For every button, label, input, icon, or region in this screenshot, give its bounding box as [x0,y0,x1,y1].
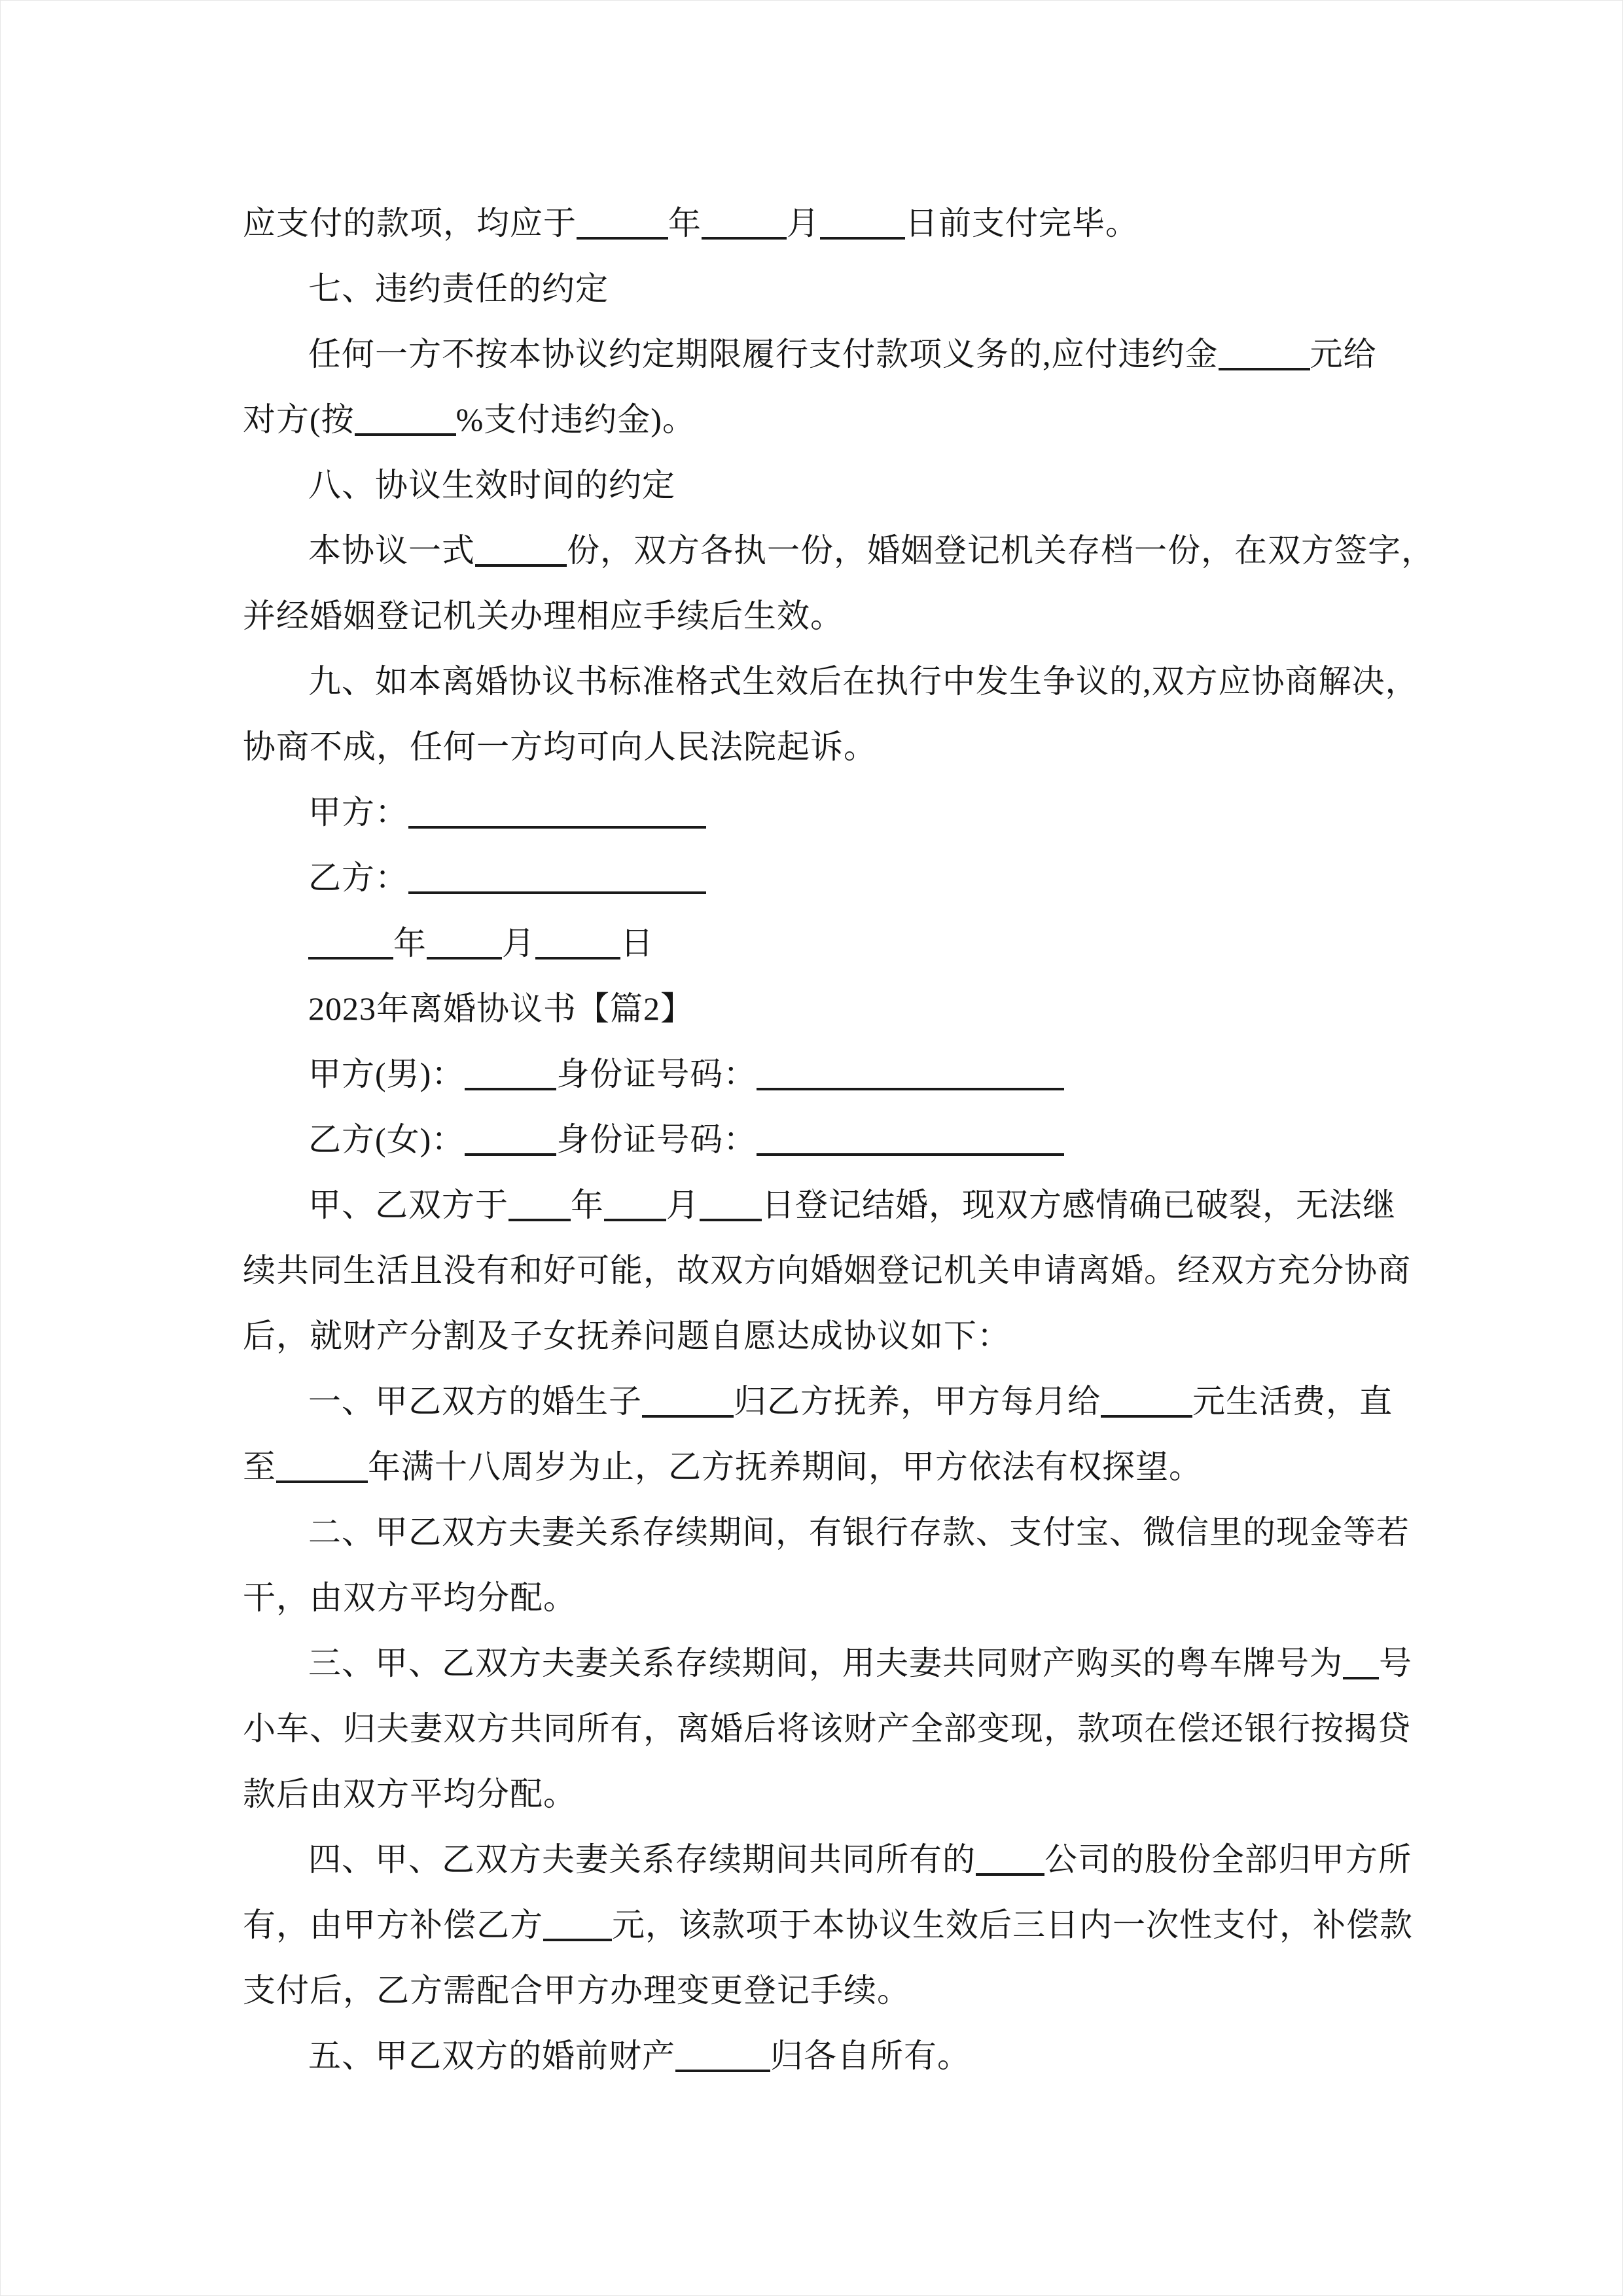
text-segment: 协商不成，任何一方均可向人民法院起诉。 [243,728,877,765]
text-segment: 年 [393,925,427,961]
text-line [243,1303,1414,1369]
text-segment: 日登记结婚，现双方感情确已破裂，无法继 [762,1187,1396,1223]
text-line [243,1041,1414,1107]
fill-in-blank [276,1477,368,1483]
fill-in-blank [1343,1673,1379,1679]
text-line [243,452,1414,518]
text-line [243,1827,1414,1892]
text-line [243,190,1414,256]
text-line [243,518,1435,583]
fill-in-blank [577,233,668,240]
fill-in-blank [308,953,393,960]
text-line [243,714,1414,780]
fill-in-blank [1101,1411,1192,1418]
text-segment: 对方(按 [243,401,355,438]
fill-in-blank [1219,364,1310,370]
fill-in-blank [976,1869,1044,1876]
fill-in-blank [702,233,787,240]
fill-in-blank [604,1215,666,1221]
text-segment: 元，该款项于本协议生效后三日内一次性支付，补偿款 [612,1907,1413,1943]
fill-in-blank [355,429,456,436]
text-segment: 归各自所有。 [770,2037,971,2074]
text-segment: 四、甲、乙双方夫妻关系存续期间共同所有的 [308,1841,976,1878]
text-segment: 年满十八周岁为止，乙方抚养期间，甲方依法有权探望。 [368,1448,1202,1485]
text-line [243,1565,1414,1630]
text-line [243,2023,1414,2089]
text-segment: 日 [620,925,654,961]
text-segment: 支付后，乙方需配合甲方办理变更登记手续。 [243,1972,910,2009]
fill-in-blank [543,1935,612,1941]
text-segment: 干，由双方平均分配。 [243,1579,577,1616]
text-segment: 乙方： [308,859,408,896]
document-body [243,190,1435,2089]
fill-in-blank [642,1411,734,1418]
text-line [243,583,1414,649]
text-line [243,1499,1414,1565]
text-line [243,321,1414,387]
text-segment: 归乙方抚养，甲方每月给 [734,1383,1101,1420]
text-segment: 2023年离婚协议书【篇2】 [308,990,694,1027]
text-line [243,1958,1414,2023]
text-segment: 九、如本离婚协议书标准格式生效后在执行中发生争议的,双方应协商解决， [308,663,1419,700]
text-segment: 款后由双方平均分配。 [243,1776,577,1812]
text-segment: 二、甲乙双方夫妻关系存续期间，有银行存款、支付宝、微信里的现金等若 [308,1514,1410,1551]
fill-in-blank [675,2066,770,2072]
text-line [243,649,1419,714]
text-segment: 月 [502,925,535,961]
text-segment: 日前支付完毕。 [905,205,1139,242]
text-segment: 身份证号码： [556,1121,757,1158]
text-segment: 份，双方各执一份，婚姻登记机关存档一份，在双方签字， [567,532,1435,569]
text-segment: 元生活费，直 [1192,1383,1393,1420]
text-segment: 年 [668,205,702,242]
text-segment: 小车、归夫妻双方共同所有，离婚后将该财产全部变现，款项在偿还银行按揭贷 [243,1710,1411,1747]
text-segment: 五、甲乙双方的婚前财产 [308,2037,675,2074]
text-line [243,1434,1414,1499]
text-line [243,1761,1414,1827]
fill-in-blank [757,1149,1064,1156]
fill-in-blank [700,1215,762,1221]
text-segment: 月 [666,1187,700,1223]
text-segment: 七、违约责任的约定 [308,270,609,307]
fill-in-blank [535,953,620,960]
text-line [243,256,1414,321]
text-segment: 一、甲乙双方的婚生子 [308,1383,642,1420]
text-segment: 甲方(男)： [308,1056,465,1092]
text-line [243,976,1414,1041]
text-segment: %支付违约金)。 [455,401,696,438]
fill-in-blank [408,888,706,894]
text-line [243,1107,1414,1172]
fill-in-blank [427,953,502,960]
fill-in-blank [757,1084,1064,1090]
text-segment: 乙方(女)： [308,1121,465,1158]
text-segment: 甲方： [308,794,408,831]
text-segment: 三、甲、乙双方夫妻关系存续期间，用夫妻共同财产购买的粤车牌号为 [308,1645,1343,1681]
text-segment: 号 [1379,1645,1412,1681]
text-line [243,1696,1414,1761]
text-segment: 后，就财产分割及子女抚养问题自愿达成协议如下： [243,1318,1010,1354]
fill-in-blank [508,1215,571,1221]
text-segment: 甲、乙双方于 [308,1187,508,1223]
fill-in-blank [408,822,706,829]
text-line [243,1369,1414,1434]
text-segment: 任何一方不按本协议约定期限履行支付款项义务的,应付违约金 [308,336,1219,372]
text-segment: 并经婚姻登记机关办理相应手续后生效。 [243,598,844,634]
text-line [243,1238,1414,1303]
text-segment: 年 [571,1187,604,1223]
text-line [243,1630,1414,1696]
text-segment: 续共同生活且没有和好可能，故双方向婚姻登记机关申请离婚。经双方充分协商 [243,1252,1411,1289]
text-segment: 月 [787,205,820,242]
text-segment: 应支付的款项，均应于 [243,205,577,242]
text-segment: 元给 [1310,336,1377,372]
fill-in-blank [475,560,567,567]
text-segment: 八、协议生效时间的约定 [308,467,675,503]
text-segment: 本协议一式 [308,532,475,569]
text-line [243,910,1414,976]
text-segment: 有，由甲方补偿乙方 [243,1907,543,1943]
text-segment: 身份证号码： [556,1056,757,1092]
text-segment: 至 [243,1448,276,1485]
fill-in-blank [465,1084,556,1090]
text-line [243,780,1414,845]
text-line [243,845,1414,910]
text-line [243,1892,1414,1958]
text-segment: 公司的股份全部归甲方所 [1044,1841,1412,1878]
text-line [243,387,1414,452]
fill-in-blank [465,1149,556,1156]
fill-in-blank [820,233,905,240]
text-line [243,1172,1414,1238]
